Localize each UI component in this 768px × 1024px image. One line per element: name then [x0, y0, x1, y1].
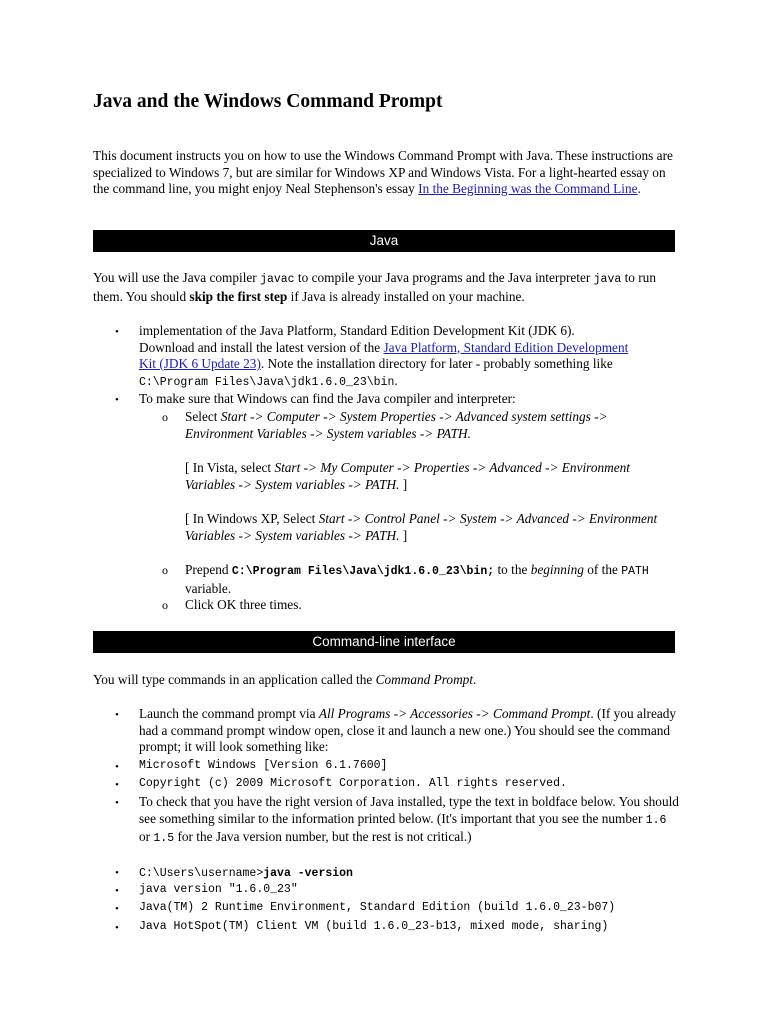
bullet-icon: •: [115, 797, 119, 809]
bullet-icon: •: [115, 709, 119, 721]
java-intro-paragraph: You will use the Java compiler javac to compile your Java programs and the Java interpreter java to run them. You should skip the first step if Java is already installed on your machine.: [93, 270, 656, 304]
sub-bullet-icon: o: [162, 563, 168, 577]
sub-bullet-icon: o: [162, 598, 168, 612]
bullet-icon: •: [115, 779, 119, 791]
code-line: Java(TM) 2 Runtime Environment, Standard Edition (build 1.6.0_23-b07): [139, 901, 616, 914]
code-line: Copyright (c) 2009 Microsoft Corporation. All rights reserved.: [139, 777, 567, 790]
sub-bullet-icon: o: [162, 410, 168, 424]
code-line: Java HotSpot(TM) Client VM (build 1.6.0_23-b13, mixed mode, sharing): [139, 920, 609, 933]
code-line: java version "1.6.0_23": [139, 883, 298, 896]
list-item-launch-prompt: Launch the command prompt via All Programs -> Accessories -> Command Prompt. (If you already had a command prompt window open, close it and launch a new one.) You should see the command prompt; it will look something like:: [139, 706, 677, 754]
bullet-icon: •: [115, 867, 119, 879]
sub-item-click-ok: Click OK three times.: [185, 597, 302, 612]
list-item-install-jdk: implementation of the Java Platform, Standard Edition Development Kit (JDK 6). Download and install the latest version of the Java Platform, Standard Edition Development Kit (JDK 6 Update 23). Note the installation directory for later - probably something like C:\Program Files\Java\jdk1.6.0_23\bin.: [139, 323, 629, 389]
bullet-icon: •: [115, 326, 119, 338]
list-item-check-version: To check that you have the right version of Java installed, type the text in boldface below. You should see something similar to the information printed below. (It's important that you see the number 1.6 or 1.5 for the Java version number, but the rest is not critical.): [139, 794, 679, 845]
sub-item-prepend: Prepend C:\Program Files\Java\jdk1.6.0_23\bin; to the beginning of the PATH variable.: [185, 562, 649, 596]
bullet-icon: •: [115, 885, 119, 897]
section-heading-java: Java: [93, 230, 675, 252]
essay-link[interactable]: In the Beginning was the Command Line: [418, 181, 638, 196]
jdk-download-link[interactable]: Java Platform, Standard Edition Development Kit (JDK 6 Update 23): [139, 339, 629, 371]
sub-item-select-path: Select Start -> Computer -> System Properties -> Advanced system settings -> Environment Variables -> System variables -> PATH.: [185, 409, 608, 441]
bullet-icon: •: [115, 394, 119, 406]
list-item-find-java: To make sure that Windows can find the Java compiler and interpreter:: [139, 391, 516, 406]
xp-note: [ In Windows XP, Select Start -> Control Panel -> System -> Advanced -> Environment Variables -> System variables -> PATH. ]: [185, 511, 658, 543]
bullet-icon: •: [115, 761, 119, 773]
bullet-icon: •: [115, 922, 119, 934]
bullet-icon: •: [115, 903, 119, 915]
code-line: C:\Users\username>java -version: [139, 867, 353, 880]
vista-note: [ In Vista, select Start -> My Computer -> Properties -> Advanced -> Environment Variables -> System variables -> PATH. ]: [185, 460, 630, 492]
intro-paragraph: This document instructs you on how to use the Windows Command Prompt with Java. These instructions are specialized to Windows 7, but are similar for Windows XP and Windows Vista. For a light-hearted essay on the command line, you might enjoy Neal Stephenson's essay In the Beginning was the Command Line.: [93, 148, 673, 196]
page-title: Java and the Windows Command Prompt: [93, 91, 443, 112]
code-line: Microsoft Windows [Version 6.1.7600]: [139, 759, 388, 772]
cli-intro-paragraph: You will type commands in an application called the Command Prompt.: [93, 672, 477, 687]
section-heading-cli: Command-line interface: [93, 631, 675, 653]
